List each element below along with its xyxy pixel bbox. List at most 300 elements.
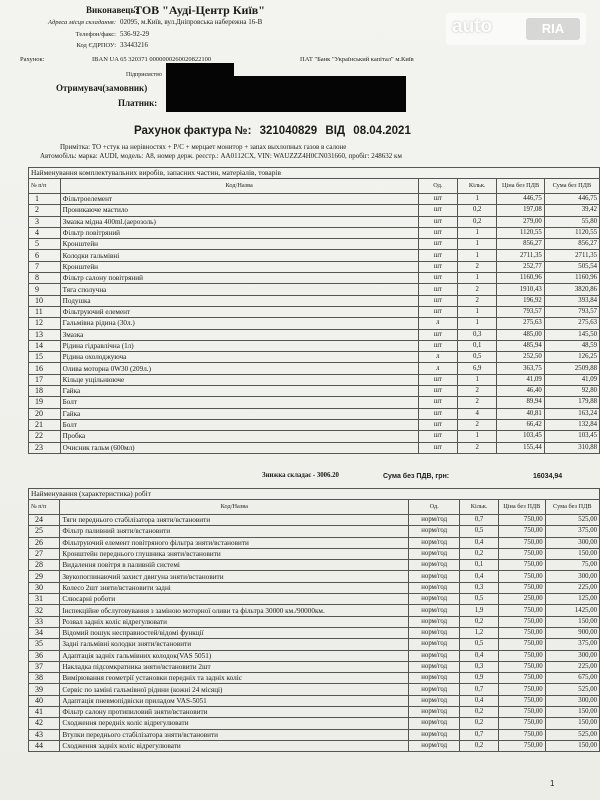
cell-no: 30 (29, 582, 60, 593)
cell-unit: шт (418, 227, 457, 238)
cell-unit: шт (418, 284, 457, 295)
table-row (29, 419, 600, 430)
cell-unit: норм/год (409, 650, 460, 661)
cell-unit: шт (418, 397, 457, 408)
cell-qty: 2 (457, 386, 496, 397)
cell-sum: 1120,55 (544, 227, 599, 238)
cell-unit: шт (418, 340, 457, 351)
cell-qty: 1 (457, 250, 496, 261)
cell-name: Фільтруючий елемент повітряного фільтра зняти/встановити (60, 537, 409, 548)
cell-sum: 145,50 (544, 329, 599, 340)
cell-name: Змазка мідна 400ml.(аерозоль) (60, 216, 418, 227)
table-row (29, 605, 600, 616)
auto-logo-text: auto (452, 16, 493, 37)
discount-text: Знижка складає - 3006.20 (262, 472, 339, 479)
cell-no: 41 (29, 707, 60, 718)
cell-no: 40 (29, 695, 60, 706)
cell-no: 15 (29, 352, 61, 363)
cell-price: 750,00 (499, 695, 546, 706)
parts-column-header (29, 179, 600, 194)
cell-price: 750,00 (499, 718, 546, 729)
cell-unit: шт (418, 216, 457, 227)
cell-name: Олива моторна 0W30 (209л.) (60, 363, 418, 374)
cell-qty: 0,1 (457, 340, 496, 351)
cell-sum: 225,00 (545, 661, 599, 672)
cell-no: 27 (29, 548, 60, 559)
cell-price: 856,27 (497, 239, 544, 250)
cell-no: 42 (29, 718, 60, 729)
cell-sum: 163,24 (544, 408, 599, 419)
cell-unit: норм/год (409, 627, 460, 638)
cell-no: 11 (29, 306, 61, 317)
cell-unit: норм/год (409, 616, 460, 627)
cell-no: 8 (29, 273, 61, 284)
cell-no: 38 (29, 673, 60, 684)
cell-name: Очисник гальм (600мл) (60, 442, 418, 453)
cell-name: Накладка підсомкратника зняти/встановити 2шт (60, 661, 409, 672)
cell-sum: 300,00 (545, 537, 599, 548)
cell-unit: норм/год (409, 684, 460, 695)
cell-name: Гайка (60, 386, 418, 397)
cell-no: 35 (29, 639, 60, 650)
cell-name: Гайка (60, 408, 418, 419)
cell-no: 24 (29, 515, 60, 526)
cell-unit: шт (418, 419, 457, 430)
address-label: Адреса місця складання: (47, 19, 116, 26)
cell-name: Тяга сполучна (60, 284, 418, 295)
cell-no: 12 (29, 318, 61, 329)
cell-qty: 1 (457, 273, 496, 284)
table-row (29, 695, 600, 706)
invoice-date-prefix: ВІД (325, 125, 346, 137)
cell-unit: норм/год (409, 526, 460, 537)
invoice-number: 321040829 (259, 125, 318, 137)
cell-sum: 75,00 (545, 560, 599, 571)
total-value: 16034,94 (533, 473, 563, 480)
account-label: Рахунок: (20, 56, 45, 63)
cell-qty: 0,2 (460, 740, 499, 751)
edrpou-value: 33443216 (120, 41, 148, 49)
cell-name: Болт (60, 397, 418, 408)
cell-price: 750,00 (499, 616, 546, 627)
cell-unit: шт (418, 408, 457, 419)
table-row (29, 650, 600, 661)
cell-unit: л (418, 352, 457, 363)
cell-no: 43 (29, 729, 60, 740)
cell-name: Рідина гідравлічна (1л) (60, 340, 418, 351)
table-row (29, 318, 600, 329)
cell-sum: 179,88 (544, 397, 599, 408)
cell-price: 750,00 (499, 740, 546, 751)
cell-price: 1120,55 (497, 227, 544, 238)
cell-no: 23 (29, 442, 61, 453)
table-row (29, 352, 600, 363)
cell-qty: 1,9 (460, 605, 499, 616)
cell-name: Адаптація пневмопідвіски приладом VAS-5051 (60, 695, 409, 706)
table-row (29, 273, 600, 284)
col-no-header: № п/п (29, 179, 61, 194)
cell-qty: 1 (457, 239, 496, 250)
cell-name: Кронштейн (60, 239, 418, 250)
account-iban: IBAN UA 65 320371 0000000260020822100 (92, 56, 212, 63)
total-label: Сума без ПДВ, грн: (383, 473, 450, 480)
cell-price: 196,92 (497, 295, 544, 306)
cell-qty: 0,4 (460, 650, 499, 661)
cell-name: Сходження передніх коліс відрегулювати (60, 718, 409, 729)
cell-price: 750,00 (499, 515, 546, 526)
cell-sum: 132,84 (544, 419, 599, 430)
cell-name: Пробка (60, 431, 418, 442)
col-sum-header: Сума без ПДВ (545, 500, 599, 515)
table-row (29, 707, 600, 718)
works-section-header (29, 489, 600, 500)
cell-name: Подушка (60, 295, 418, 306)
cell-sum: 150,00 (545, 740, 599, 751)
page-number: 1 (550, 779, 555, 788)
cell-no: 17 (29, 374, 61, 385)
phone-label: Телефон/факс: (75, 31, 116, 38)
cell-price: 103,45 (497, 431, 544, 442)
cell-price: 1160,96 (497, 273, 544, 284)
cell-sum: 856,27 (544, 239, 599, 250)
vehicle-info: Автомобіль: марка: AUDI, модель: A8, номер держ. реєстр.: AA0112CX, VIN: WAUZZZ4H0CN031660, пробіг: 248632 км (40, 152, 402, 160)
cell-sum: 103,45 (544, 431, 599, 442)
cell-price: 750,00 (499, 650, 546, 661)
cell-qty: 0,4 (460, 571, 499, 582)
cell-qty: 2 (457, 397, 496, 408)
cell-price: 252,50 (497, 352, 544, 363)
cell-name: Фільтр повітряний (60, 227, 418, 238)
cell-name: Фільтр салону протипиловий зняти/встановити (60, 707, 409, 718)
col-name-header: Код/Назва (60, 500, 409, 515)
cell-name: Звукопоглинаючий захист двигуна зняти/встановити (60, 571, 409, 582)
cell-qty: 0,4 (460, 537, 499, 548)
cell-name: Фільтроелемент (60, 194, 418, 205)
cell-name: Слюсарні роботи (60, 594, 409, 605)
cell-name: Фільтр салону повітряний (60, 273, 418, 284)
cell-unit: шт (418, 306, 457, 317)
cell-unit: норм/год (409, 515, 460, 526)
cell-sum: 375,00 (545, 639, 599, 650)
cell-no: 36 (29, 650, 60, 661)
cell-name: Видалення повітря в паливній системі (60, 560, 409, 571)
parts-table (28, 167, 600, 454)
executor-name: ТОВ "Ауді-Центр Київ" (134, 3, 265, 17)
cell-sum: 225,00 (545, 582, 599, 593)
cell-unit: норм/год (409, 718, 460, 729)
cell-unit: шт (418, 273, 457, 284)
payer-label: Платник: (118, 98, 158, 108)
cell-qty: 0,3 (460, 661, 499, 672)
table-row (29, 329, 600, 340)
cell-qty: 0,2 (457, 205, 496, 216)
cell-qty: 0,9 (460, 673, 499, 684)
cell-unit: л (418, 363, 457, 374)
table-row (29, 408, 600, 419)
cell-qty: 1 (457, 374, 496, 385)
table-row (29, 639, 600, 650)
cell-qty: 0,7 (460, 515, 499, 526)
table-row (29, 295, 600, 306)
cell-no: 21 (29, 419, 61, 430)
cell-name: Кронштейн (60, 261, 418, 272)
table-row (29, 397, 600, 408)
table-row (29, 582, 600, 593)
cell-no: 32 (29, 605, 60, 616)
cell-unit: шт (418, 261, 457, 272)
cell-qty: 0,2 (460, 718, 499, 729)
table-row (29, 227, 600, 238)
cell-unit: норм/год (409, 673, 460, 684)
invoice-note: Примітка: ТО +стук на нерівностях + Р/С + мерцает монитор + запах выхлопных газов в салоне (60, 143, 347, 151)
cell-unit: норм/год (409, 537, 460, 548)
cell-sum: 150,00 (545, 707, 599, 718)
table-row (29, 442, 600, 453)
cell-unit: норм/год (409, 729, 460, 740)
cell-price: 485,94 (497, 340, 544, 351)
address-value: 02095, м.Київ, вул.Дніпровська набережна 16-В (120, 18, 263, 26)
cell-name: Відомий пошук несправностей/відомі функції (60, 627, 409, 638)
cell-name: Фільтр паливний зняти/встановити (60, 526, 409, 537)
cell-qty: 4 (457, 408, 496, 419)
cell-unit: норм/год (409, 605, 460, 616)
cell-qty: 0,4 (460, 695, 499, 706)
cell-name: Колодки гальмівні (60, 250, 418, 261)
cell-price: 40,81 (497, 408, 544, 419)
cell-unit: норм/год (409, 560, 460, 571)
cell-name: Фільтруючий елемент (60, 306, 418, 317)
cell-name: Змазка (60, 329, 418, 340)
table-row (29, 284, 600, 295)
cell-price: 750,00 (499, 526, 546, 537)
table-row (29, 239, 600, 250)
cell-no: 29 (29, 571, 60, 582)
table-row (29, 526, 600, 537)
cell-sum: 525,00 (545, 684, 599, 695)
cell-name: Проникаюче мастило (60, 205, 418, 216)
table-row (29, 616, 600, 627)
cell-no: 18 (29, 386, 61, 397)
cell-unit: шт (418, 329, 457, 340)
cell-price: 750,00 (499, 537, 546, 548)
phone-value: 536-92-29 (120, 30, 150, 38)
cell-no: 1 (29, 194, 61, 205)
cell-sum: 41,09 (544, 374, 599, 385)
cell-name: Втулки переднього стабілізатора зняти/встановити (60, 729, 409, 740)
cell-unit: норм/год (409, 548, 460, 559)
table-row (29, 205, 600, 216)
cell-unit: шт (418, 194, 457, 205)
table-row (29, 216, 600, 227)
table-row (29, 386, 600, 397)
enterprise-label: Підприємство (126, 72, 162, 78)
cell-no: 20 (29, 408, 61, 419)
cell-price: 750,00 (499, 707, 546, 718)
cell-sum: 39,42 (544, 205, 599, 216)
cell-sum: 150,00 (545, 718, 599, 729)
cell-no: 33 (29, 616, 60, 627)
cell-no: 10 (29, 295, 61, 306)
cell-sum: 793,57 (544, 306, 599, 317)
parts-section-title: Найменування комплектувальних виробів, запасних частин, матеріалів, товарів (29, 168, 600, 179)
auto-ria-watermark (446, 13, 586, 45)
table-row (29, 374, 600, 385)
cell-unit: шт (418, 250, 457, 261)
cell-name: Розвал задніх коліс відрегулювати (60, 616, 409, 627)
cell-no: 39 (29, 684, 60, 695)
col-qty-header: Кільк. (460, 500, 499, 515)
cell-no: 44 (29, 740, 60, 751)
cell-price: 485,00 (497, 329, 544, 340)
cell-unit: норм/год (409, 639, 460, 650)
cell-name: Колесо 2шт зняти/встановити задні (60, 582, 409, 593)
col-price-header: Ціна без ПДВ (499, 500, 546, 515)
table-row (29, 673, 600, 684)
cell-price: 66,42 (497, 419, 544, 430)
cell-qty: 0,2 (457, 216, 496, 227)
table-row (29, 340, 600, 351)
cell-no: 28 (29, 560, 60, 571)
cell-sum: 900,00 (545, 627, 599, 638)
cell-unit: норм/год (409, 594, 460, 605)
cell-sum: 446,75 (544, 194, 599, 205)
cell-name: Вимірювання геометрії установки передніх та задніх коліс (60, 673, 409, 684)
cell-sum: 92,80 (544, 386, 599, 397)
ria-logo-badge: RIA (526, 18, 580, 40)
cell-price: 275,63 (497, 318, 544, 329)
cell-name: Адаптація задніх гальмівних колодок(VAS 5051) (60, 650, 409, 661)
table-row (29, 740, 600, 751)
cell-price: 250,00 (499, 594, 546, 605)
cell-sum: 505,54 (544, 261, 599, 272)
cell-name: Задні гальмівні колодки зняти/встановити (60, 639, 409, 650)
cell-qty: 0,2 (460, 548, 499, 559)
table-row (29, 684, 600, 695)
cell-sum: 375,00 (545, 526, 599, 537)
cell-unit: шт (418, 205, 457, 216)
cell-no: 3 (29, 216, 61, 227)
cell-qty: 0,7 (460, 729, 499, 740)
cell-no: 31 (29, 594, 60, 605)
cell-price: 750,00 (499, 639, 546, 650)
cell-price: 197,08 (497, 205, 544, 216)
cell-no: 16 (29, 363, 61, 374)
cell-no: 25 (29, 526, 60, 537)
table-row (29, 548, 600, 559)
works-column-header (29, 500, 600, 515)
cell-no: 5 (29, 239, 61, 250)
cell-qty: 0,5 (460, 526, 499, 537)
cell-sum: 150,00 (545, 616, 599, 627)
cell-name: Сходження задніх коліс відрегулювати (60, 740, 409, 751)
cell-unit: шт (418, 442, 457, 453)
cell-no: 19 (29, 397, 61, 408)
cell-qty: 0,5 (460, 639, 499, 650)
cell-price: 750,00 (499, 673, 546, 684)
table-row (29, 250, 600, 261)
cell-price: 46,40 (497, 386, 544, 397)
cell-price: 279,00 (497, 216, 544, 227)
cell-qty: 0,2 (460, 616, 499, 627)
cell-sum: 1160,96 (544, 273, 599, 284)
cell-price: 252,77 (497, 261, 544, 272)
cell-qty: 1 (457, 306, 496, 317)
cell-price: 750,00 (499, 684, 546, 695)
cell-no: 22 (29, 431, 61, 442)
table-row (29, 560, 600, 571)
cell-qty: 2 (457, 442, 496, 453)
cell-name: Кільце ущільнююче (60, 374, 418, 385)
account-bank: ПАТ "Банк "Український капітал" м.Київ (300, 56, 414, 63)
cell-price: 363,75 (497, 363, 544, 374)
cell-sum: 675,00 (545, 673, 599, 684)
cell-sum: 300,00 (545, 650, 599, 661)
cell-price: 750,00 (499, 548, 546, 559)
cell-sum: 300,00 (545, 571, 599, 582)
col-no-header: № п/п (29, 500, 60, 515)
cell-no: 34 (29, 627, 60, 638)
col-price-header: Ціна без ПДВ (497, 179, 544, 194)
table-row (29, 515, 600, 526)
col-sum-header: Сума без ПДВ (544, 179, 599, 194)
cell-price: 793,57 (497, 306, 544, 317)
cell-sum: 126,25 (544, 352, 599, 363)
cell-qty: 0,3 (460, 582, 499, 593)
cell-sum: 48,59 (544, 340, 599, 351)
cell-sum: 300,00 (545, 695, 599, 706)
invoice-date: 08.04.2021 (353, 125, 411, 137)
cell-qty: 0,7 (460, 684, 499, 695)
parts-section-header (29, 168, 600, 179)
cell-no: 9 (29, 284, 61, 295)
cell-price: 750,00 (499, 571, 546, 582)
cell-unit: норм/год (409, 740, 460, 751)
cell-price: 750,00 (499, 605, 546, 616)
cell-qty: 1 (457, 431, 496, 442)
cell-qty: 2 (457, 419, 496, 430)
cell-sum: 310,88 (544, 442, 599, 453)
cell-sum: 275,63 (544, 318, 599, 329)
cell-no: 37 (29, 661, 60, 672)
redaction-block (166, 76, 406, 112)
cell-qty: 2 (457, 295, 496, 306)
cell-sum: 2711,35 (544, 250, 599, 261)
cell-unit: шт (418, 374, 457, 385)
cell-qty: 0,3 (457, 329, 496, 340)
cell-unit: норм/год (409, 695, 460, 706)
table-row (29, 729, 600, 740)
cell-sum: 55,80 (544, 216, 599, 227)
cell-name: Тяги переднього стабілізатора зняти/встановити (60, 515, 409, 526)
cell-sum: 393,84 (544, 295, 599, 306)
invoice-title-prefix: Рахунок фактура №: (134, 125, 252, 137)
cell-name: Інспекційне обслуговування з заміною моторної оливи та фільтра 30000 км./90000км. (60, 605, 409, 616)
cell-price: 750,00 (499, 661, 546, 672)
table-row (29, 363, 600, 374)
table-row (29, 627, 600, 638)
cell-qty: 2 (457, 261, 496, 272)
cell-no: 13 (29, 329, 61, 340)
edrpou-label: Код ЄДРПОУ: (76, 42, 116, 49)
cell-unit: норм/год (409, 661, 460, 672)
cell-sum: 525,00 (545, 729, 599, 740)
cell-qty: 0,2 (460, 707, 499, 718)
cell-price: 89,94 (497, 397, 544, 408)
cell-qty: 6,9 (457, 363, 496, 374)
cell-unit: шт (418, 386, 457, 397)
table-row (29, 306, 600, 317)
receiver-label: Отримувач(замовник) (56, 83, 148, 93)
